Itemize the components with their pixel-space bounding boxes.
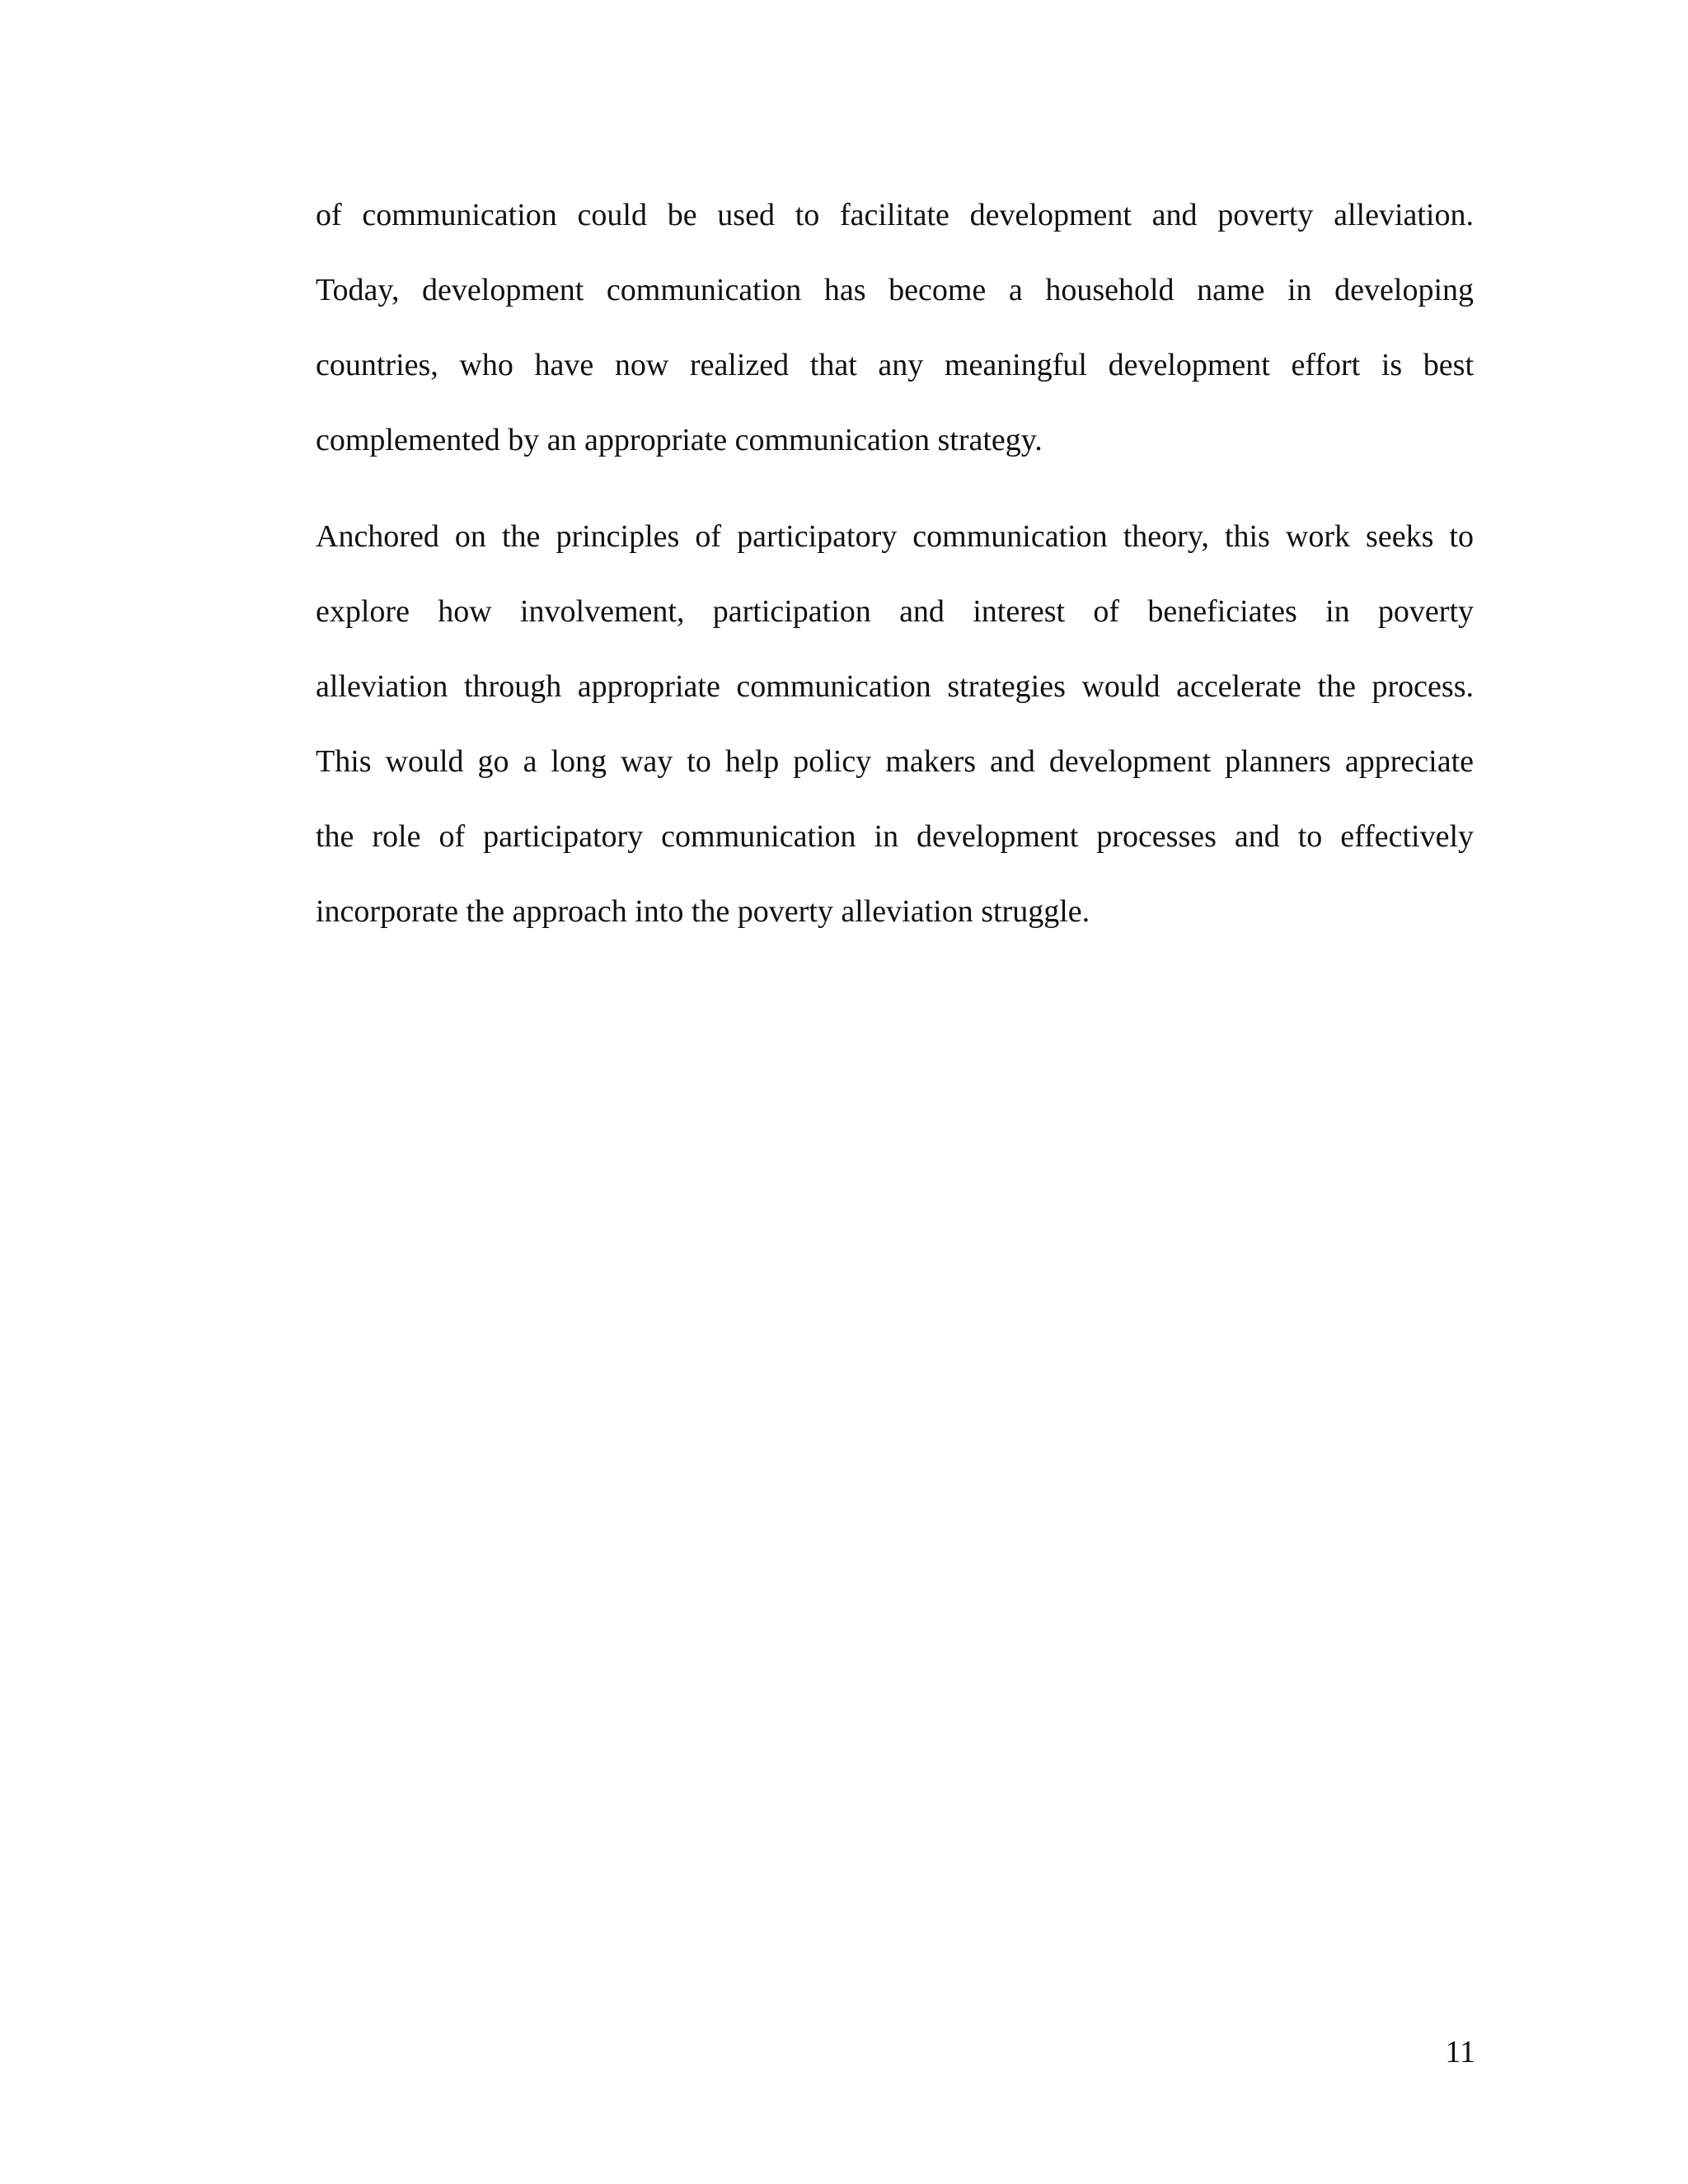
paragraph-2-line-2: explore how involvement, participation and interest of beneficiates in poverty bbox=[316, 594, 1474, 629]
paragraph-1 bbox=[316, 178, 1474, 478]
paragraph-1-line-4: complemented by an appropriate communication strategy. bbox=[316, 423, 1043, 457]
paragraph-2-line-4: This would go a long way to help policy makers and development planners appreciate bbox=[316, 744, 1474, 779]
paragraph-1-line-3: countries, who have now realized that any meaningful development effort is best bbox=[316, 348, 1474, 382]
paragraph-1-line-1: of communication could be used to facilitate development and poverty alleviation. bbox=[316, 198, 1474, 232]
paragraph-2-line-3: alleviation through appropriate communication strategies would accelerate the process. bbox=[316, 669, 1474, 704]
paragraph-2-line-5: the role of participatory communication in development processes and to effectively bbox=[316, 819, 1474, 854]
page-number: 11 bbox=[1445, 2035, 1475, 2069]
paragraph-2-line-1: Anchored on the principles of participatory communication theory, this work seeks to bbox=[316, 519, 1474, 554]
paragraph-1-line-2: Today, development communication has become a household name in developing bbox=[316, 273, 1474, 307]
paragraph-2 bbox=[316, 499, 1474, 949]
paragraph-2-line-6: incorporate the approach into the poverty alleviation struggle. bbox=[316, 894, 1090, 929]
